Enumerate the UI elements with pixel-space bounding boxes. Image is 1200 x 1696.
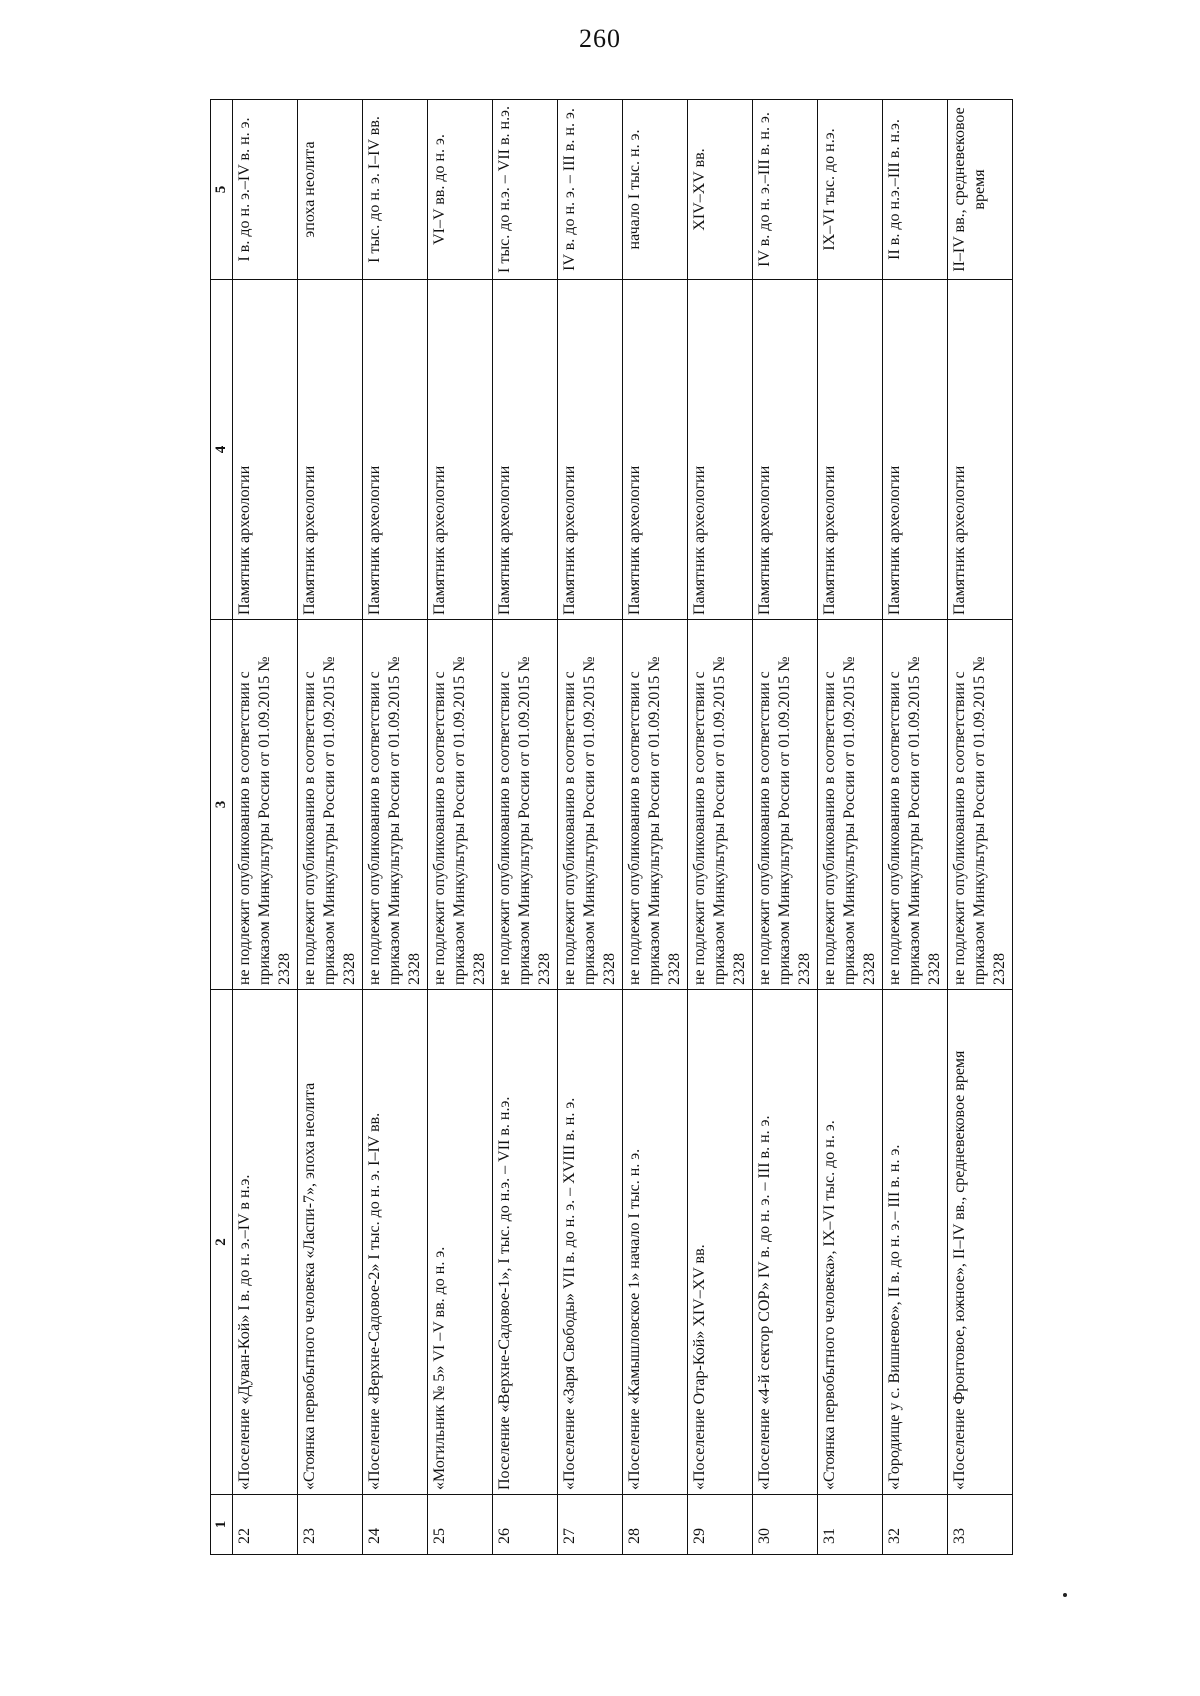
- row-number-cell: 30: [752, 1495, 817, 1555]
- row-number-cell: 29: [687, 1495, 752, 1555]
- monument-name-cell: «Стоянка первобытного человека «Ласпи-7», эпоха неолита: [297, 990, 362, 1495]
- monument-name-cell: «Стоянка первобытного человека», IX–VI тыс. до н. э.: [817, 990, 882, 1495]
- monument-type-cell: Памятник археологии: [427, 280, 492, 620]
- publication-note-cell: не подлежит опубликованию в соответствии с приказом Минкультуры России от 01.09.2015 № 2328: [492, 620, 557, 990]
- table-row: [557, 100, 622, 1555]
- dating-cell: эпоха неолита: [297, 100, 362, 280]
- dating-cell: начало I тыс. н. э.: [622, 100, 687, 280]
- table-row: [622, 100, 687, 1555]
- monuments-table: [210, 99, 1013, 1555]
- table-row: [492, 100, 557, 1555]
- table-row: [362, 100, 427, 1555]
- monument-name-cell: «Поселение «4-й сектор СОР» IV в. до н. э. – III в. н. э.: [752, 990, 817, 1495]
- table-row: [297, 100, 362, 1555]
- row-number-cell: 28: [622, 1495, 687, 1555]
- monument-name-cell: «Поселение Отар-Кой» XIV–XV вв.: [687, 990, 752, 1495]
- table-row: [752, 100, 817, 1555]
- dating-cell: XIV–XV вв.: [687, 100, 752, 280]
- monument-name-cell: «Поселение «Дуван-Кой» I в. до н. э.–IV в н.э.: [232, 990, 297, 1495]
- table-row: [687, 100, 752, 1555]
- publication-note-cell: не подлежит опубликованию в соответствии с приказом Минкультуры России от 01.09.2015 № 2328: [687, 620, 752, 990]
- header-col-2: 2: [211, 990, 233, 1495]
- table-header-row: [211, 100, 233, 1555]
- monument-type-cell: Памятник археологии: [882, 280, 947, 620]
- dating-cell: II в. до н.э.–III в. н.э.: [882, 100, 947, 280]
- row-number-cell: 32: [882, 1495, 947, 1555]
- monument-type-cell: Памятник археологии: [557, 280, 622, 620]
- header-col-1: 1: [211, 1495, 233, 1555]
- dating-cell: I в. до н. э.–IV в. н. э.: [232, 100, 297, 280]
- dating-cell: IX–VI тыс. до н.э.: [817, 100, 882, 280]
- header-col-4: 4: [211, 280, 233, 620]
- header-col-3: 3: [211, 620, 233, 990]
- table-row: [882, 100, 947, 1555]
- monument-name-cell: «Могильник № 5» VI –V вв. до н. э.: [427, 990, 492, 1495]
- row-number-cell: 24: [362, 1495, 427, 1555]
- dating-cell: I тыс. до н.э. – VII в. н.э.: [492, 100, 557, 280]
- monument-name-cell: «Поселение «Заря Свободы» VII в. до н. э. – XVIII в. н. э.: [557, 990, 622, 1495]
- monument-type-cell: Памятник археологии: [297, 280, 362, 620]
- table-row: [817, 100, 882, 1555]
- dating-cell: VI–V вв. до н. э.: [427, 100, 492, 280]
- dating-cell: II–IV вв., средневековое время: [947, 100, 1012, 280]
- dating-cell: I тыс. до н. э. I–IV вв.: [362, 100, 427, 280]
- publication-note-cell: не подлежит опубликованию в соответствии с приказом Минкультуры России от 01.09.2015 № 2328: [362, 620, 427, 990]
- monument-type-cell: Памятник археологии: [492, 280, 557, 620]
- header-col-5: 5: [211, 100, 233, 280]
- monument-type-cell: Памятник археологии: [817, 280, 882, 620]
- publication-note-cell: не подлежит опубликованию в соответствии с приказом Минкультуры России от 01.09.2015 № 2328: [297, 620, 362, 990]
- monument-name-cell: «Поселение «Камышловское 1» начало I тыс. н. э.: [622, 990, 687, 1495]
- publication-note-cell: не подлежит опубликованию в соответствии с приказом Минкультуры России от 01.09.2015 № 2328: [947, 620, 1012, 990]
- monument-type-cell: Памятник археологии: [622, 280, 687, 620]
- publication-note-cell: не подлежит опубликованию в соответствии с приказом Минкультуры России от 01.09.2015 № 2328: [557, 620, 622, 990]
- row-number-cell: 22: [232, 1495, 297, 1555]
- monument-name-cell: Поселение «Верхне-Садовое-1», I тыс. до н.э. – VII в. н.э.: [492, 990, 557, 1495]
- row-number-cell: 27: [557, 1495, 622, 1555]
- rotated-table-container: [210, 100, 1050, 1555]
- monument-name-cell: «Городище у с. Вишневое», II в. до н. э.– III в. н. э.: [882, 990, 947, 1495]
- publication-note-cell: не подлежит опубликованию в соответствии с приказом Минкультуры России от 01.09.2015 № 2328: [752, 620, 817, 990]
- publication-note-cell: не подлежит опубликованию в соответствии с приказом Минкультуры России от 01.09.2015 № 2328: [232, 620, 297, 990]
- row-number-cell: 26: [492, 1495, 557, 1555]
- monument-type-cell: Памятник археологии: [947, 280, 1012, 620]
- publication-note-cell: не подлежит опубликованию в соответствии с приказом Минкультуры России от 01.09.2015 № 2328: [427, 620, 492, 990]
- dating-cell: IV в. до н. э.–III в. н. э.: [752, 100, 817, 280]
- page-number: 260: [579, 24, 621, 53]
- monument-name-cell: «Поселение Фронтовое, южное», II–IV вв., средневековое время: [947, 990, 1012, 1495]
- row-number-cell: 33: [947, 1495, 1012, 1555]
- row-number-cell: 25: [427, 1495, 492, 1555]
- monument-name-cell: «Поселение «Верхне-Садовое-2» I тыс. до н. э. I–IV вв.: [362, 990, 427, 1495]
- publication-note-cell: не подлежит опубликованию в соответствии с приказом Минкультуры России от 01.09.2015 № 2328: [882, 620, 947, 990]
- table-row: [232, 100, 297, 1555]
- dating-cell: IV в. до н. э. – III в. н. э.: [557, 100, 622, 280]
- stray-dot: [1063, 1593, 1067, 1597]
- monument-type-cell: Памятник археологии: [752, 280, 817, 620]
- row-number-cell: 23: [297, 1495, 362, 1555]
- table-row: [947, 100, 1012, 1555]
- monument-type-cell: Памятник археологии: [232, 280, 297, 620]
- publication-note-cell: не подлежит опубликованию в соответствии с приказом Минкультуры России от 01.09.2015 № 2328: [817, 620, 882, 990]
- monument-type-cell: Памятник археологии: [687, 280, 752, 620]
- monument-type-cell: Памятник археологии: [362, 280, 427, 620]
- publication-note-cell: не подлежит опубликованию в соответствии с приказом Минкультуры России от 01.09.2015 № 2328: [622, 620, 687, 990]
- row-number-cell: 31: [817, 1495, 882, 1555]
- table-row: [427, 100, 492, 1555]
